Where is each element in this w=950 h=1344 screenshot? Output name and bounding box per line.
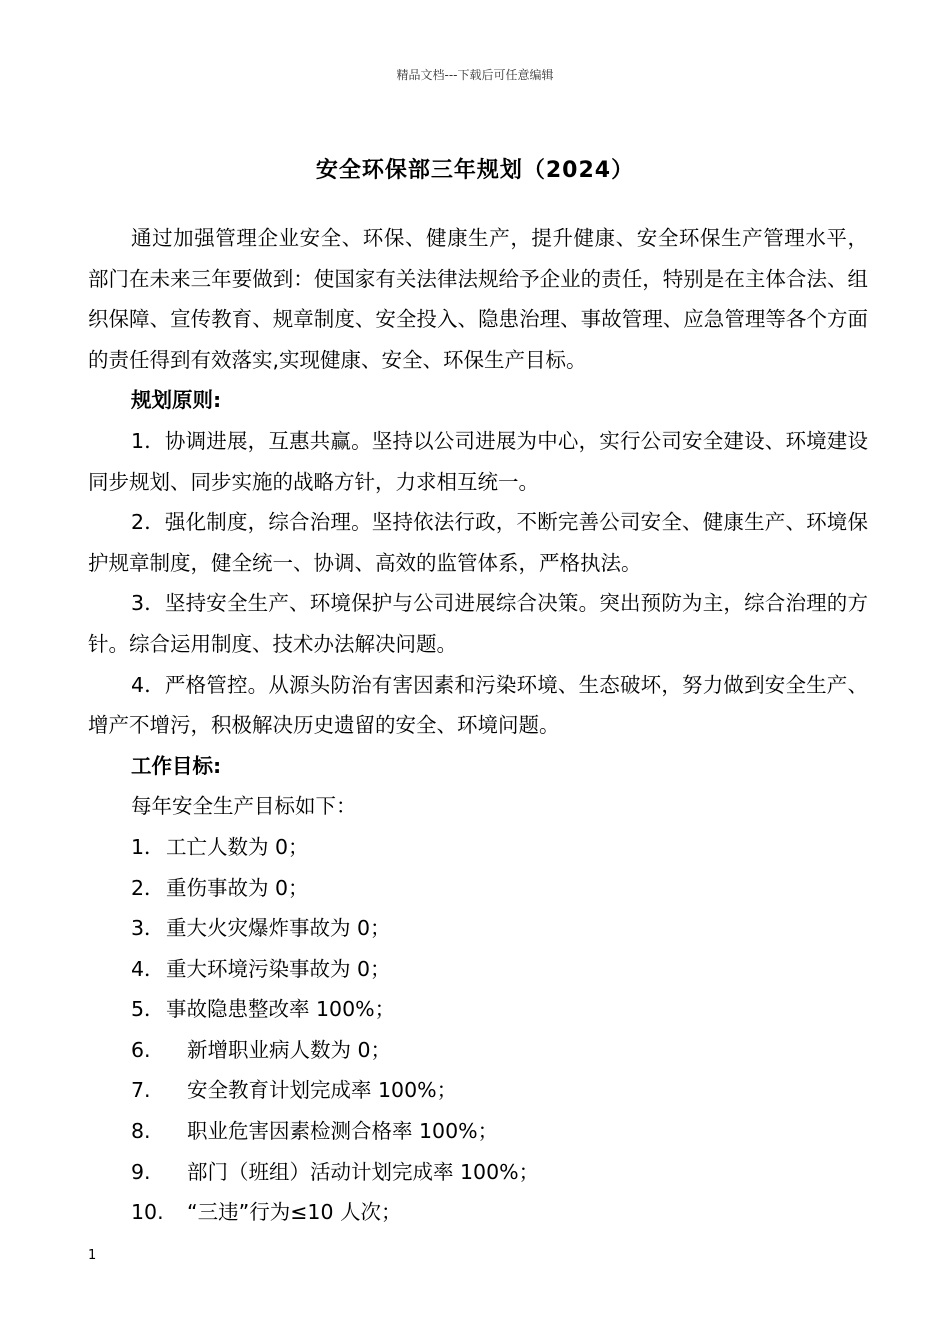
goal-text: 重大环境污染事故为 0； [166,956,391,981]
document-body [88,218,868,1233]
goal-text: 职业危害因素检测合格率 100%； [187,1119,499,1144]
intro-paragraph: 通过加强管理企业安全、环保、健康生产，提升健康、安全环保生产管理水平，部门在未来三年要做到：使国家有关法律法规给予企业的责任，特别是在主体合法、组织保障、宣传教育、规章制度、安全投入、隐患治理、事故管理、应急管理等各个方面的责任得到有效落实,实现健康、安全、环保生产目标。 [88,226,868,372]
goal-number: 6. [131,1037,151,1062]
goal-text: 重伤事故为 0； [166,875,309,900]
goal-item [88,827,868,868]
goal-item [88,1152,868,1193]
header-note: 精品文档---下载后可任意编辑 [396,68,554,82]
page-number: 1 [88,1248,97,1263]
goal-number: 1． [131,834,165,859]
goal-number: 9. [131,1159,151,1184]
principle-item: 1．协调进展，互惠共赢。坚持以公司进展为中心，实行公司安全建设、环境建设同步规划、同步实施的战略方针，力求相互统一。 [88,428,868,494]
goal-item [88,868,868,909]
goal-number: 10. [131,1200,164,1225]
goal-text: 事故隐患整改率 100%； [166,997,396,1022]
goal-item [88,949,868,990]
principle-item: 4．严格管控。从源头防治有害因素和污染环境、生态破坏，努力做到安全生产、增产不增污，积极解决历史遗留的安全、环境问题。 [88,672,868,738]
goal-item [88,1192,868,1233]
document-title: 安全环保部三年规划（2024） [315,158,635,183]
principle-item: 3．坚持安全生产、环境保护与公司进展综合决策。突出预防为主，综合治理的方针。综合运用制度、技术办法解决问题。 [88,591,868,656]
principles-heading: 规划原则: [131,388,222,413]
goal-text: “三违”行为≤10 人次； [187,1200,402,1225]
goal-text: 工亡人数为 0； [166,834,309,859]
goal-number: 3． [131,916,165,941]
goal-item [88,1111,868,1152]
goal-text: 部门（班组）活动计划完成率 100%； [187,1159,540,1184]
principle-item: 2．强化制度，综合治理。坚持依法行政，不断完善公司安全、健康生产、环境保护规章制度，健全统一、协调、高效的监管体系，严格执法。 [88,510,868,575]
goal-number: 8. [131,1119,151,1144]
goal-item [88,908,868,949]
goal-text: 安全教育计划完成率 100%； [187,1078,458,1103]
goal-number: 2． [131,875,165,900]
goals-heading: 工作目标: [131,753,222,778]
goal-number: 5． [131,997,165,1022]
goal-number: 4． [131,956,165,981]
goal-text: 新增职业病人数为 0； [187,1037,392,1062]
goal-number: 7. [131,1078,151,1103]
goal-item [88,1070,868,1111]
goal-item [88,989,868,1030]
goal-item [88,1030,868,1071]
goals-lead: 每年安全生产目标如下： [131,794,357,819]
goal-text: 重大火灾爆炸事故为 0； [166,916,391,941]
